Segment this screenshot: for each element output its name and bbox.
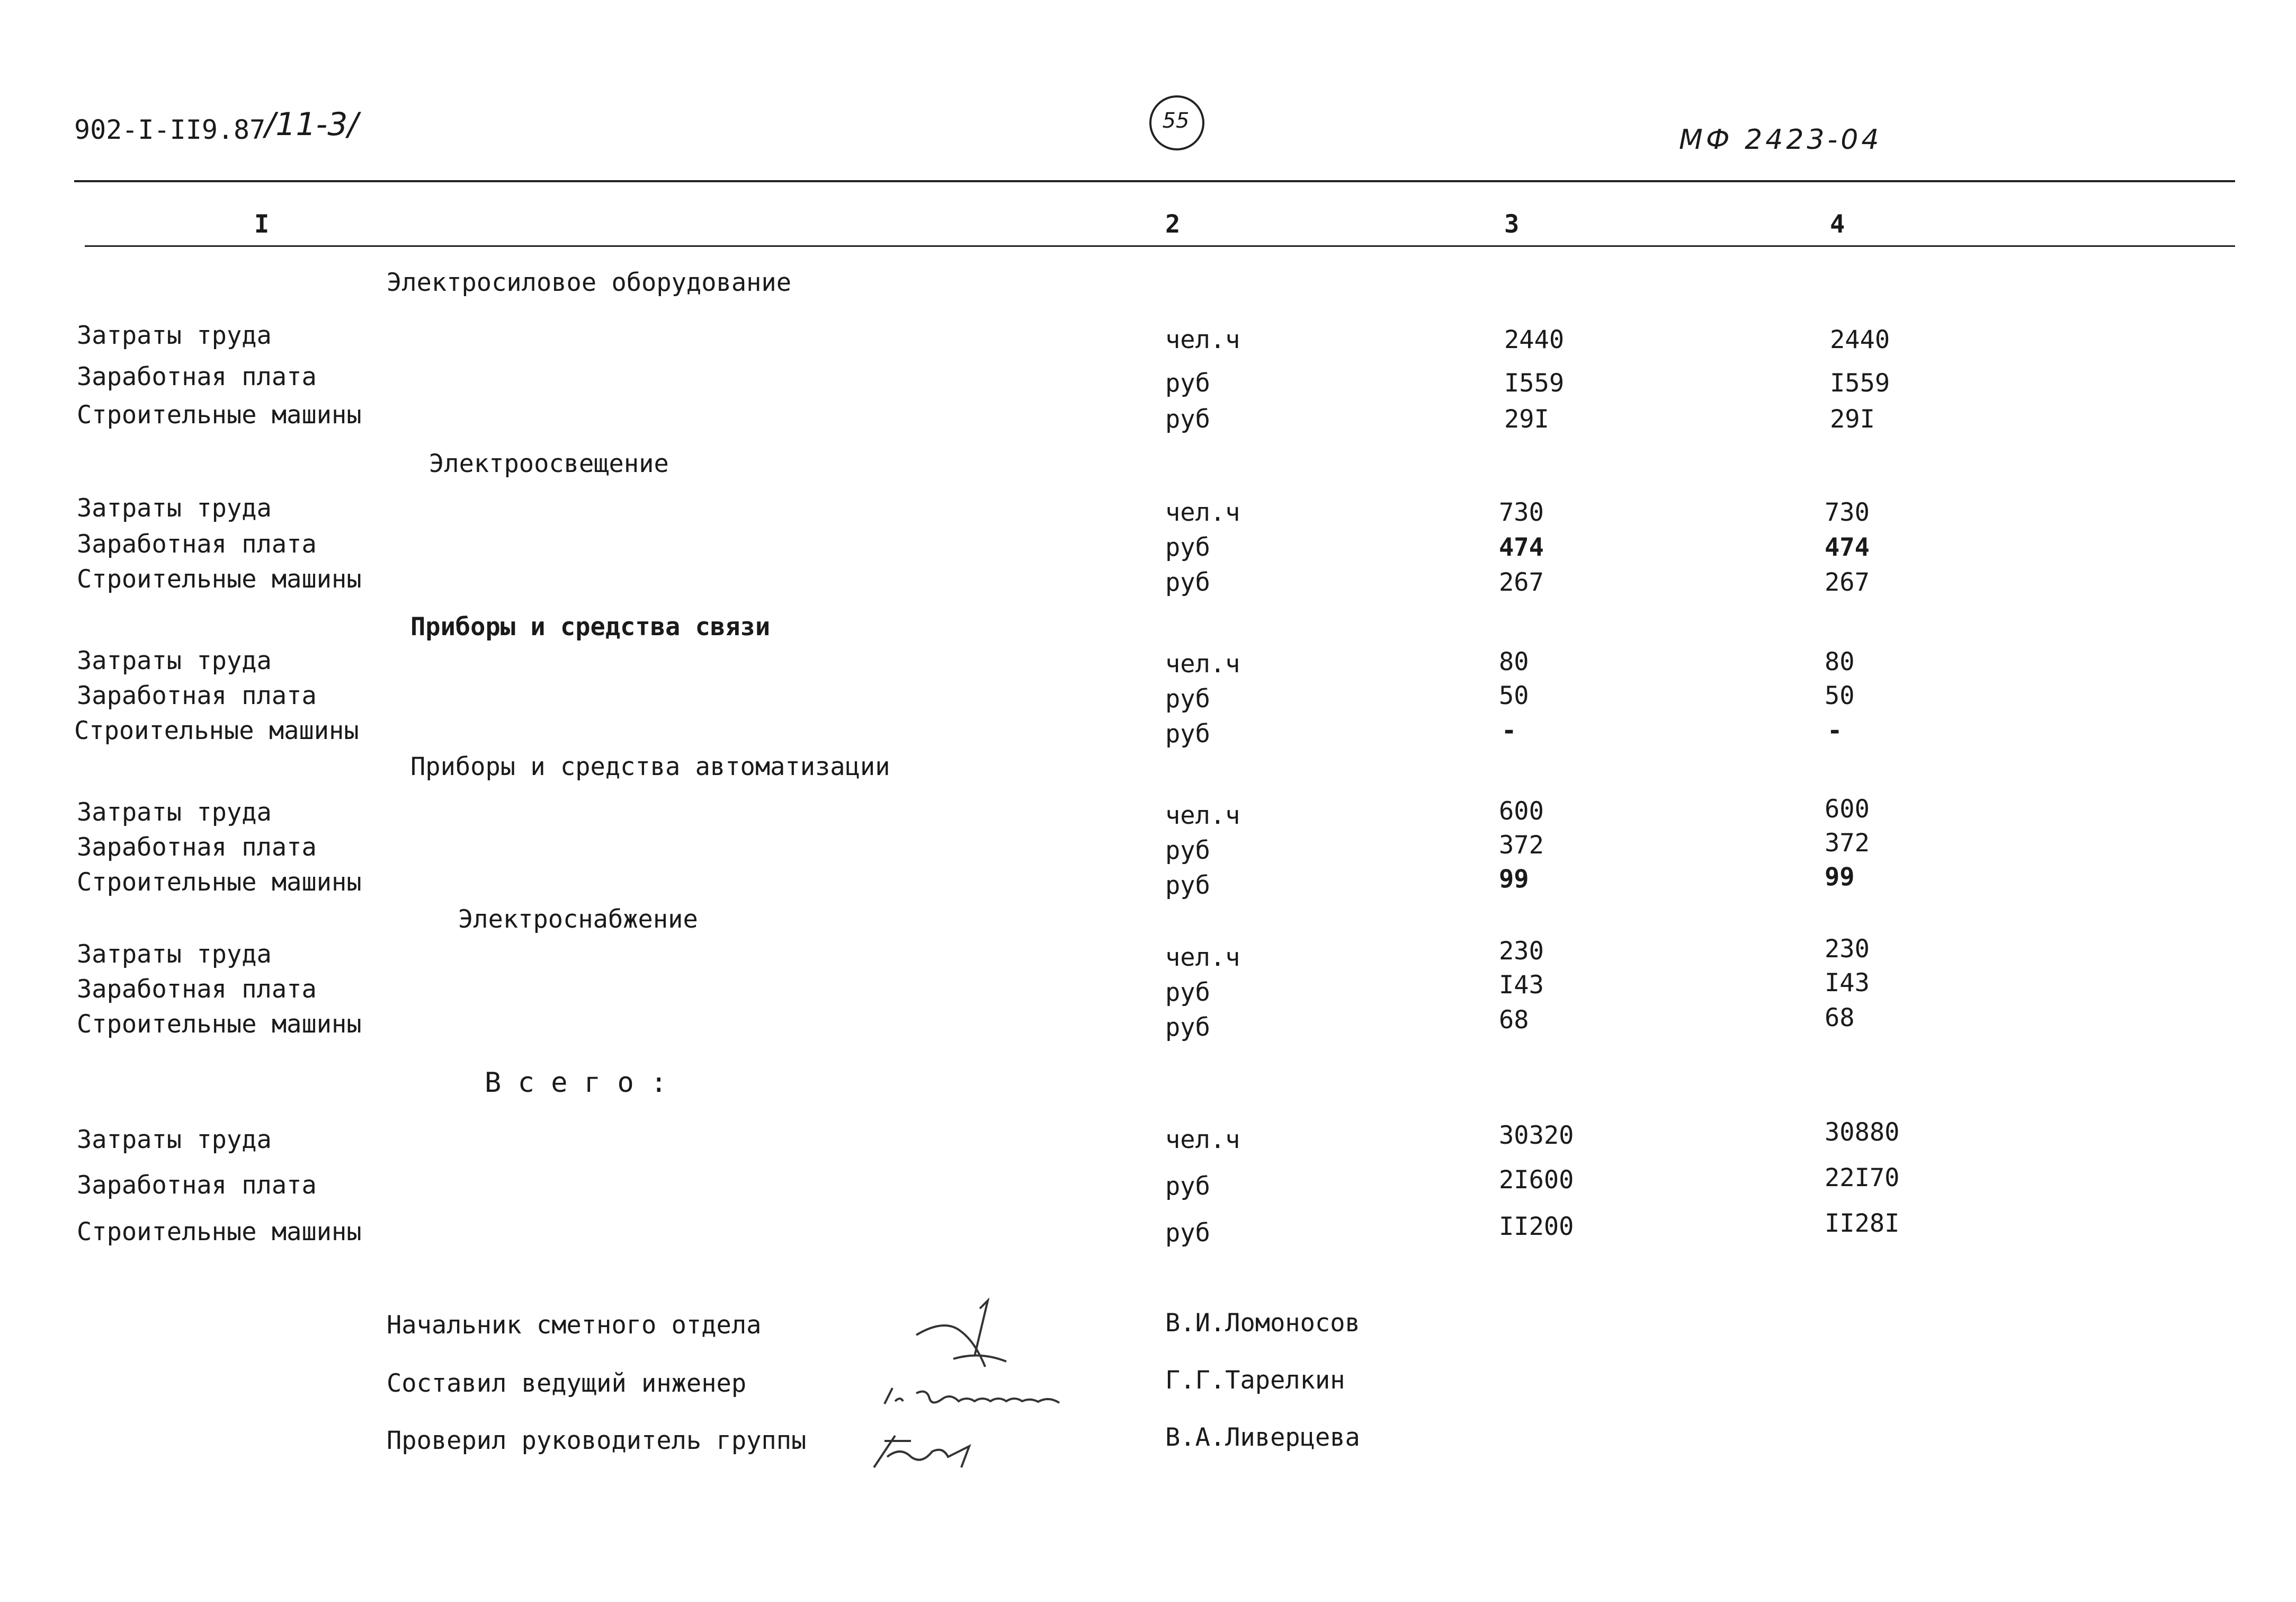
row-value-col4: 68 [1825, 1003, 1855, 1033]
row-value-col3: - [1502, 716, 1517, 745]
row-value-col4: I559 [1830, 369, 1890, 398]
row-value-col3: 80 [1499, 647, 1529, 677]
row-unit: руб [1165, 533, 1210, 562]
page-number: 55 [1162, 109, 1190, 133]
row-value-col3: I43 [1499, 971, 1544, 1000]
doc-code: 902-I-II9.87 [74, 114, 266, 145]
row-unit: руб [1165, 369, 1210, 398]
row-value-col4: 29I [1830, 405, 1875, 434]
row-label: Заработная плата [77, 530, 317, 559]
top-rule [74, 180, 2235, 182]
total-value-col3: 2I600 [1499, 1165, 1574, 1195]
header-rule [85, 245, 2235, 247]
row-value-col3: 474 [1499, 533, 1544, 562]
total-row-label: Строительные машины [77, 1217, 362, 1247]
row-value-col4: 2440 [1830, 325, 1890, 354]
row-value-col3: 230 [1499, 937, 1544, 966]
total-value-col4: 30880 [1825, 1118, 1900, 1147]
row-unit: руб [1165, 684, 1210, 714]
signature-role: Составил ведущий инженер [387, 1369, 747, 1398]
total-value-col4: 22I70 [1825, 1163, 1900, 1192]
total-value-col3: II200 [1499, 1212, 1574, 1241]
row-value-col3: 99 [1499, 865, 1529, 894]
row-unit: чел.ч [1165, 801, 1240, 830]
row-value-col3: 372 [1499, 831, 1544, 860]
row-label: Заработная плата [77, 681, 317, 710]
row-unit: руб [1165, 405, 1210, 434]
signature-name: В.И.Ломоносов [1165, 1309, 1360, 1338]
archive-code: МФ 2423-04 [1679, 124, 1882, 156]
total-value-col4: II28I [1825, 1209, 1900, 1238]
row-value-col4: 474 [1825, 533, 1870, 562]
row-unit: чел.ч [1165, 325, 1240, 354]
row-unit: чел.ч [1165, 498, 1240, 527]
row-value-col4: 50 [1825, 681, 1855, 710]
row-value-col3: 730 [1499, 498, 1544, 527]
row-value-col4: 372 [1825, 829, 1870, 858]
column-2-number: 2 [1165, 210, 1181, 239]
section-title: Электроснабжение [458, 905, 698, 934]
row-label: Затраты труда [77, 940, 272, 969]
signature-role: Проверил руководитель группы [387, 1426, 807, 1455]
row-label: Строительные машины [77, 1010, 362, 1039]
row-value-col3: 29I [1504, 405, 1549, 434]
column-1-number: I [254, 210, 270, 239]
row-unit: чел.ч [1165, 649, 1240, 679]
signature-scribble-1 [895, 1298, 1086, 1383]
total-row-unit: руб [1165, 1172, 1210, 1201]
total-value-col3: 30320 [1499, 1121, 1574, 1150]
row-value-col3: 267 [1499, 568, 1544, 597]
total-row-label: Заработная плата [77, 1171, 317, 1200]
row-unit: руб [1165, 568, 1210, 597]
row-unit: руб [1165, 978, 1210, 1007]
row-value-col3: 68 [1499, 1005, 1529, 1035]
total-row-label: Затраты труда [77, 1125, 272, 1154]
row-label: Строительные машины [77, 400, 362, 430]
total-row-unit: руб [1165, 1218, 1210, 1248]
row-value-col3: I559 [1504, 369, 1565, 398]
row-label: Затраты труда [77, 646, 272, 675]
signature-scribble-2 [879, 1372, 1091, 1420]
row-value-col4: 600 [1825, 795, 1870, 824]
row-label: Строительные машины [77, 565, 362, 594]
total-row-unit: чел.ч [1165, 1125, 1240, 1154]
row-value-col4: 80 [1825, 647, 1855, 677]
row-label: Строительные машины [77, 868, 362, 897]
row-value-col4: 267 [1825, 568, 1870, 597]
column-4-number: 4 [1830, 210, 1845, 239]
row-unit: руб [1165, 836, 1210, 865]
row-label: Затраты труда [77, 321, 272, 350]
section-title: Приборы и средства автоматизации [410, 752, 890, 781]
row-unit: руб [1165, 1013, 1210, 1042]
signature-scribble-3 [863, 1425, 990, 1478]
row-label: Затраты труда [77, 798, 272, 827]
totals-title: В с е г о : [485, 1067, 667, 1099]
row-label: Заработная плата [77, 833, 317, 862]
row-unit: руб [1165, 871, 1210, 900]
row-value-col4: - [1827, 716, 1843, 745]
section-title: Электросиловое оборудование [387, 268, 792, 297]
row-unit: руб [1165, 719, 1210, 749]
row-label: Затраты труда [77, 494, 272, 523]
signature-name: Г.Г.Тарелкин [1165, 1366, 1345, 1395]
doc-code-handwritten: /11-3/ [265, 106, 359, 143]
row-label: Заработная плата [77, 975, 317, 1004]
section-title: Приборы и средства связи [410, 612, 771, 642]
row-value-col4: 99 [1825, 862, 1855, 892]
row-value-col4: I43 [1825, 968, 1870, 998]
row-value-col4: 730 [1825, 498, 1870, 527]
row-unit: чел.ч [1165, 943, 1240, 972]
column-3-number: 3 [1504, 210, 1520, 239]
row-label: Заработная плата [77, 362, 317, 391]
section-title: Электроосвещение [429, 449, 669, 478]
row-value-col3: 50 [1499, 681, 1529, 710]
signature-name: В.А.Ливерцева [1165, 1423, 1360, 1452]
row-label: Строительные машины [74, 716, 359, 745]
row-value-col3: 600 [1499, 797, 1544, 826]
row-value-col3: 2440 [1504, 325, 1565, 354]
signature-role: Начальник сметного отдела [387, 1311, 762, 1340]
row-value-col4: 230 [1825, 934, 1870, 964]
